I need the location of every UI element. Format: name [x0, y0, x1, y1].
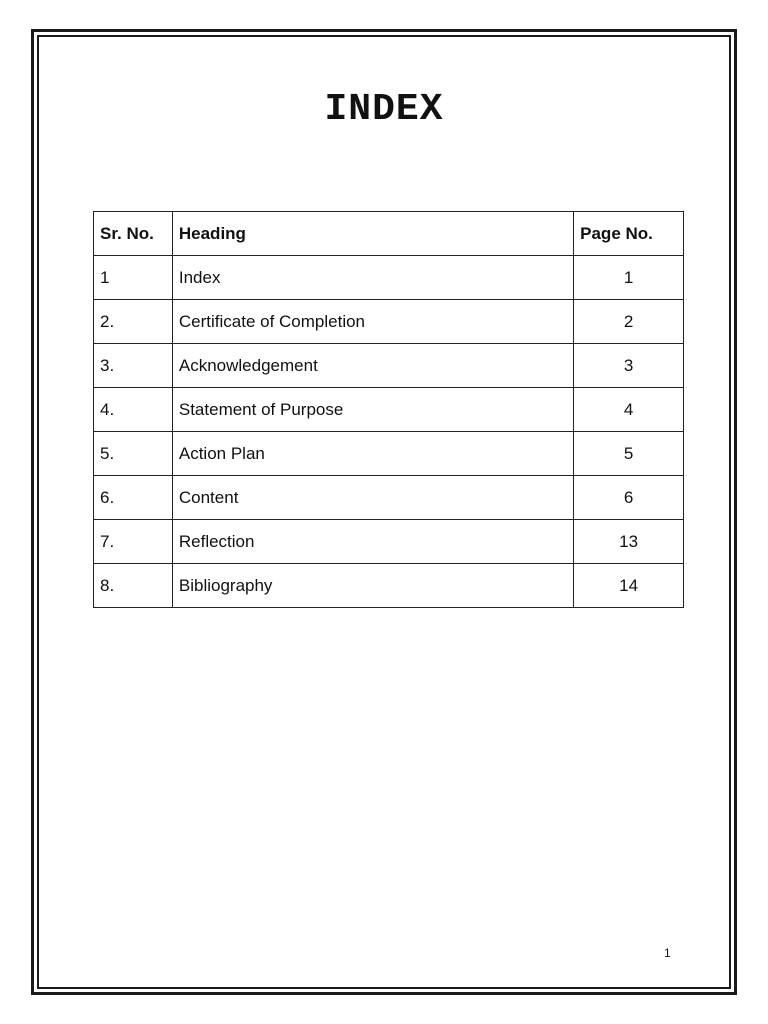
table-row [94, 344, 684, 388]
cell-sr-no: 3. [94, 344, 173, 388]
cell-page-no: 1 [574, 256, 684, 300]
table-row [94, 564, 684, 608]
cell-heading: Certificate of Completion [172, 300, 573, 344]
page-title: INDEX [324, 88, 444, 131]
header-heading: Heading [172, 212, 573, 256]
header-page-no: Page No. [574, 212, 684, 256]
cell-sr-no: 6. [94, 476, 173, 520]
table-row [94, 300, 684, 344]
page-number: 1 [664, 946, 671, 960]
header-sr-no: Sr. No. [94, 212, 173, 256]
cell-sr-no: 2. [94, 300, 173, 344]
cell-sr-no: 8. [94, 564, 173, 608]
cell-page-no: 2 [574, 300, 684, 344]
cell-heading: Index [172, 256, 573, 300]
index-table [93, 211, 684, 608]
cell-page-no: 14 [574, 564, 684, 608]
table-row [94, 476, 684, 520]
cell-heading: Bibliography [172, 564, 573, 608]
cell-heading: Reflection [172, 520, 573, 564]
cell-sr-no: 1 [94, 256, 173, 300]
table-row [94, 520, 684, 564]
cell-page-no: 6 [574, 476, 684, 520]
cell-page-no: 5 [574, 432, 684, 476]
cell-heading: Statement of Purpose [172, 388, 573, 432]
cell-page-no: 3 [574, 344, 684, 388]
cell-heading: Acknowledgement [172, 344, 573, 388]
table-row [94, 256, 684, 300]
cell-heading: Action Plan [172, 432, 573, 476]
cell-sr-no: 7. [94, 520, 173, 564]
table-header-row [94, 212, 684, 256]
cell-sr-no: 4. [94, 388, 173, 432]
cell-page-no: 13 [574, 520, 684, 564]
cell-page-no: 4 [574, 388, 684, 432]
table-row [94, 432, 684, 476]
cell-sr-no: 5. [94, 432, 173, 476]
table-row [94, 388, 684, 432]
cell-heading: Content [172, 476, 573, 520]
